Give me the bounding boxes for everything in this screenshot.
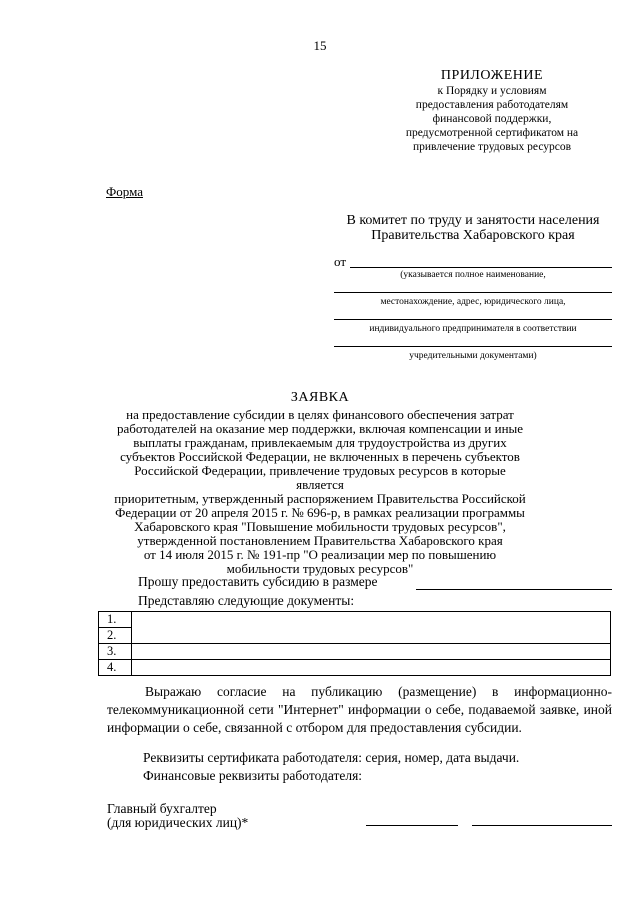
from-field-line[interactable]	[350, 267, 612, 268]
appendix-line: предусмотренной сертификатом на	[405, 127, 579, 139]
document-cell[interactable]	[132, 612, 611, 644]
addressee-line: В комитет по труду и занятости населения	[346, 213, 600, 228]
row-number: 4.	[99, 660, 132, 676]
field-hint: местонахождение, адрес, юридического лица,	[380, 297, 566, 307]
subject-line: приоритетным, утвержденный распоряжением Правительства Российской	[114, 491, 526, 506]
name-field[interactable]	[472, 825, 612, 826]
legal-entity-note: (для юридических лиц)*	[107, 815, 249, 830]
form-label: Форма	[106, 184, 143, 199]
subject-line: от 14 июля 2015 г. № 191-пр "О реализации мер по повышению	[143, 547, 497, 562]
row-number: 1.	[99, 612, 132, 628]
row-number: 2.	[99, 628, 132, 644]
subject-line: утвержденной постановлением Правительства Хабаровского края	[137, 533, 503, 548]
consent-paragraph	[107, 683, 612, 737]
subject-line: Российской Федерации, привлечение трудовых ресурсов в которые является	[134, 463, 506, 492]
addressee-block	[333, 213, 613, 243]
appendix-block	[372, 68, 612, 154]
application-subject	[110, 408, 530, 576]
appendix-title: ПРИЛОЖЕНИЕ	[440, 68, 544, 83]
from-label: от	[334, 254, 347, 269]
subject-line: субъектов Российской Федерации, не включенных в перечень субъектов	[120, 449, 520, 464]
subsidy-request-label: Прошу предоставить субсидию в размере	[138, 574, 378, 589]
financial-requisites: Финансовые реквизиты работодателя:	[143, 768, 363, 783]
address-field-line[interactable]	[334, 292, 612, 293]
appendix-line: к Порядку и условиям	[437, 85, 547, 97]
documents-intro: Представляю следующие документы:	[138, 593, 355, 608]
certificate-requisites: Реквизиты сертификата работодателя: серия, номер, дата выдачи.	[143, 750, 520, 765]
subject-line: выплаты гражданам, привлекаемым для трудоустройства из других	[133, 435, 507, 450]
field-hint: индивидуального предпринимателя в соответствии	[369, 324, 577, 334]
subject-line: Федерации от 20 апреля 2015 г. № 696-р, в рамках реализации программы	[115, 505, 525, 520]
documents-field-line[interactable]	[334, 346, 612, 347]
addressee-line: Правительства Хабаровского края	[371, 228, 575, 243]
signature-field[interactable]	[366, 825, 458, 826]
table-row	[99, 612, 611, 628]
subject-line: работодателей на оказание мер поддержки, включая компенсации и иные	[116, 421, 524, 436]
row-number: 3.	[99, 644, 132, 660]
table-row	[99, 644, 611, 660]
document-cell[interactable]	[132, 660, 611, 676]
subject-line: Хабаровского края "Повышение мобильности трудовых ресурсов",	[134, 519, 506, 534]
subject-line: на предоставление субсидии в целях финансового обеспечения затрат	[126, 407, 514, 422]
subsidy-amount-field[interactable]	[416, 589, 612, 590]
field-hint: (указывается полное наименование,	[400, 270, 546, 280]
appendix-line: привлечение трудовых ресурсов	[412, 141, 572, 153]
chief-accountant-label: Главный бухгалтер	[107, 801, 217, 816]
table-row	[99, 660, 611, 676]
consent-text: Выражаю согласие на публикацию (размещение) в информационно-телекоммуникационной сети "Интернет" информации о себе, подаваемой заявке, иной информации о себе, связанной с отбором для предоставления субсидии.	[107, 684, 612, 735]
page-number: 15	[313, 38, 327, 53]
documents-table	[98, 611, 611, 676]
application-title: ЗАЯВКА	[290, 390, 350, 405]
appendix-line: предоставления работодателям	[415, 99, 569, 111]
entrepreneur-field-line[interactable]	[334, 319, 612, 320]
field-hint: учредительными документами)	[409, 351, 537, 361]
document-cell[interactable]	[132, 644, 611, 660]
subject-line: мобильности трудовых ресурсов"	[226, 561, 414, 576]
appendix-line: финансовой поддержки,	[432, 113, 552, 125]
